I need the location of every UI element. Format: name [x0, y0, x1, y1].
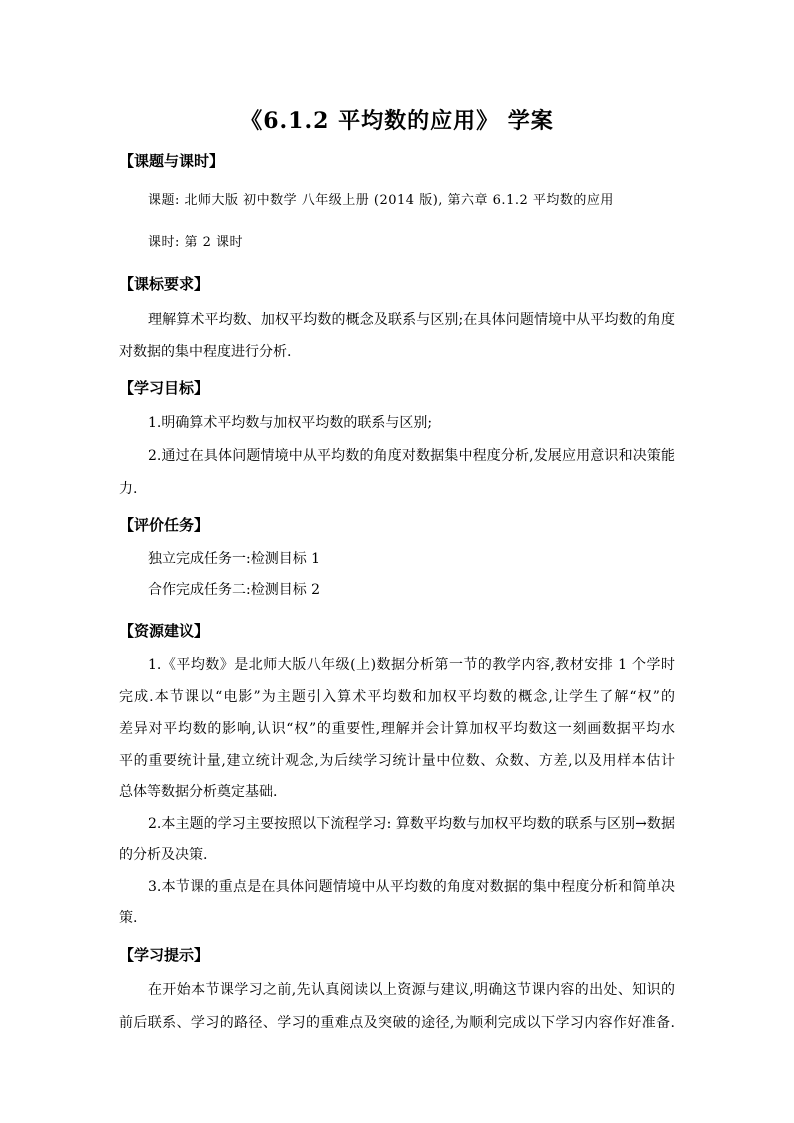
- resource-p1-line-1: 1.《平均数》是北师大版八年级(上)数据分析第一节的教学内容,教材安排 1 个学时: [148, 657, 675, 673]
- resource-p2-line-2: 的分析及决策.: [119, 847, 208, 863]
- curriculum-line-2: 对数据的集中程度进行分析.: [119, 344, 292, 360]
- resource-p1-line-5: 总体等数据分析奠定基础.: [119, 784, 278, 800]
- curriculum-line-1: 理解算术平均数、加权平均数的概念及联系与区别;在具体问题情境中从平均数的角度: [148, 312, 675, 328]
- section-heading-resources: 【资源建议】: [119, 622, 210, 640]
- resource-p1-line-3: 差异对平均数的影响,认识“权”的重要性,理解并会计算加权平均数这一刻画数据平均水: [119, 721, 675, 737]
- evaluation-line-2: 合作完成任务二:检测目标 2: [148, 582, 321, 598]
- objective-line-2: 2.通过在具体问题情境中从平均数的角度对数据集中程度分析,发展应用意识和决策能: [148, 448, 675, 464]
- topic-line: 课题: 北师大版 初中数学 八年级上册 (2014 版), 第六章 6.1.2 平均数的应用: [148, 193, 614, 208]
- resource-p3-line-2: 策.: [119, 910, 138, 926]
- section-heading-objectives: 【学习目标】: [119, 379, 210, 397]
- section-heading-topic-period: 【课题与课时】: [119, 152, 225, 170]
- resource-p1-line-2: 完成.本节课以“电影”为主题引入算术平均数和加权平均数的概念,让学生了解“权”的: [119, 689, 675, 705]
- section-heading-study-tips: 【学习提示】: [119, 946, 210, 964]
- objective-line-1: 1.明确算术平均数与加权平均数的联系与区别;: [148, 415, 433, 431]
- evaluation-line-1: 独立完成任务一:检测目标 1: [148, 551, 321, 567]
- section-heading-evaluation: 【评价任务】: [119, 516, 210, 534]
- objective-line-3: 力.: [119, 481, 138, 497]
- period-line: 课时: 第 2 课时: [148, 235, 244, 250]
- study-tips-line-1: 在开始本节课学习之前,先认真阅读以上资源与建议,明确这节课内容的出处、知识的: [148, 982, 675, 998]
- study-tips-line-2: 前后联系、学习的路径、学习的重难点及突破的途径,为顺利完成以下学习内容作好准备.: [119, 1015, 675, 1031]
- section-heading-curriculum: 【课标要求】: [119, 275, 210, 293]
- resource-p2-line-1: 2.本主题的学习主要按照以下流程学习: 算数平均数与加权平均数的联系与区别→数据: [148, 816, 675, 832]
- resource-p3-line-1: 3.本节课的重点是在具体问题情境中从平均数的角度对数据的集中程度分析和简单决: [148, 879, 675, 895]
- document-title: 《6.1.2 平均数的应用》 学案: [240, 108, 554, 134]
- resource-p1-line-4: 平的重要统计量,建立统计观念,为后续学习统计量中位数、众数、方差,以及用样本估计: [119, 753, 675, 769]
